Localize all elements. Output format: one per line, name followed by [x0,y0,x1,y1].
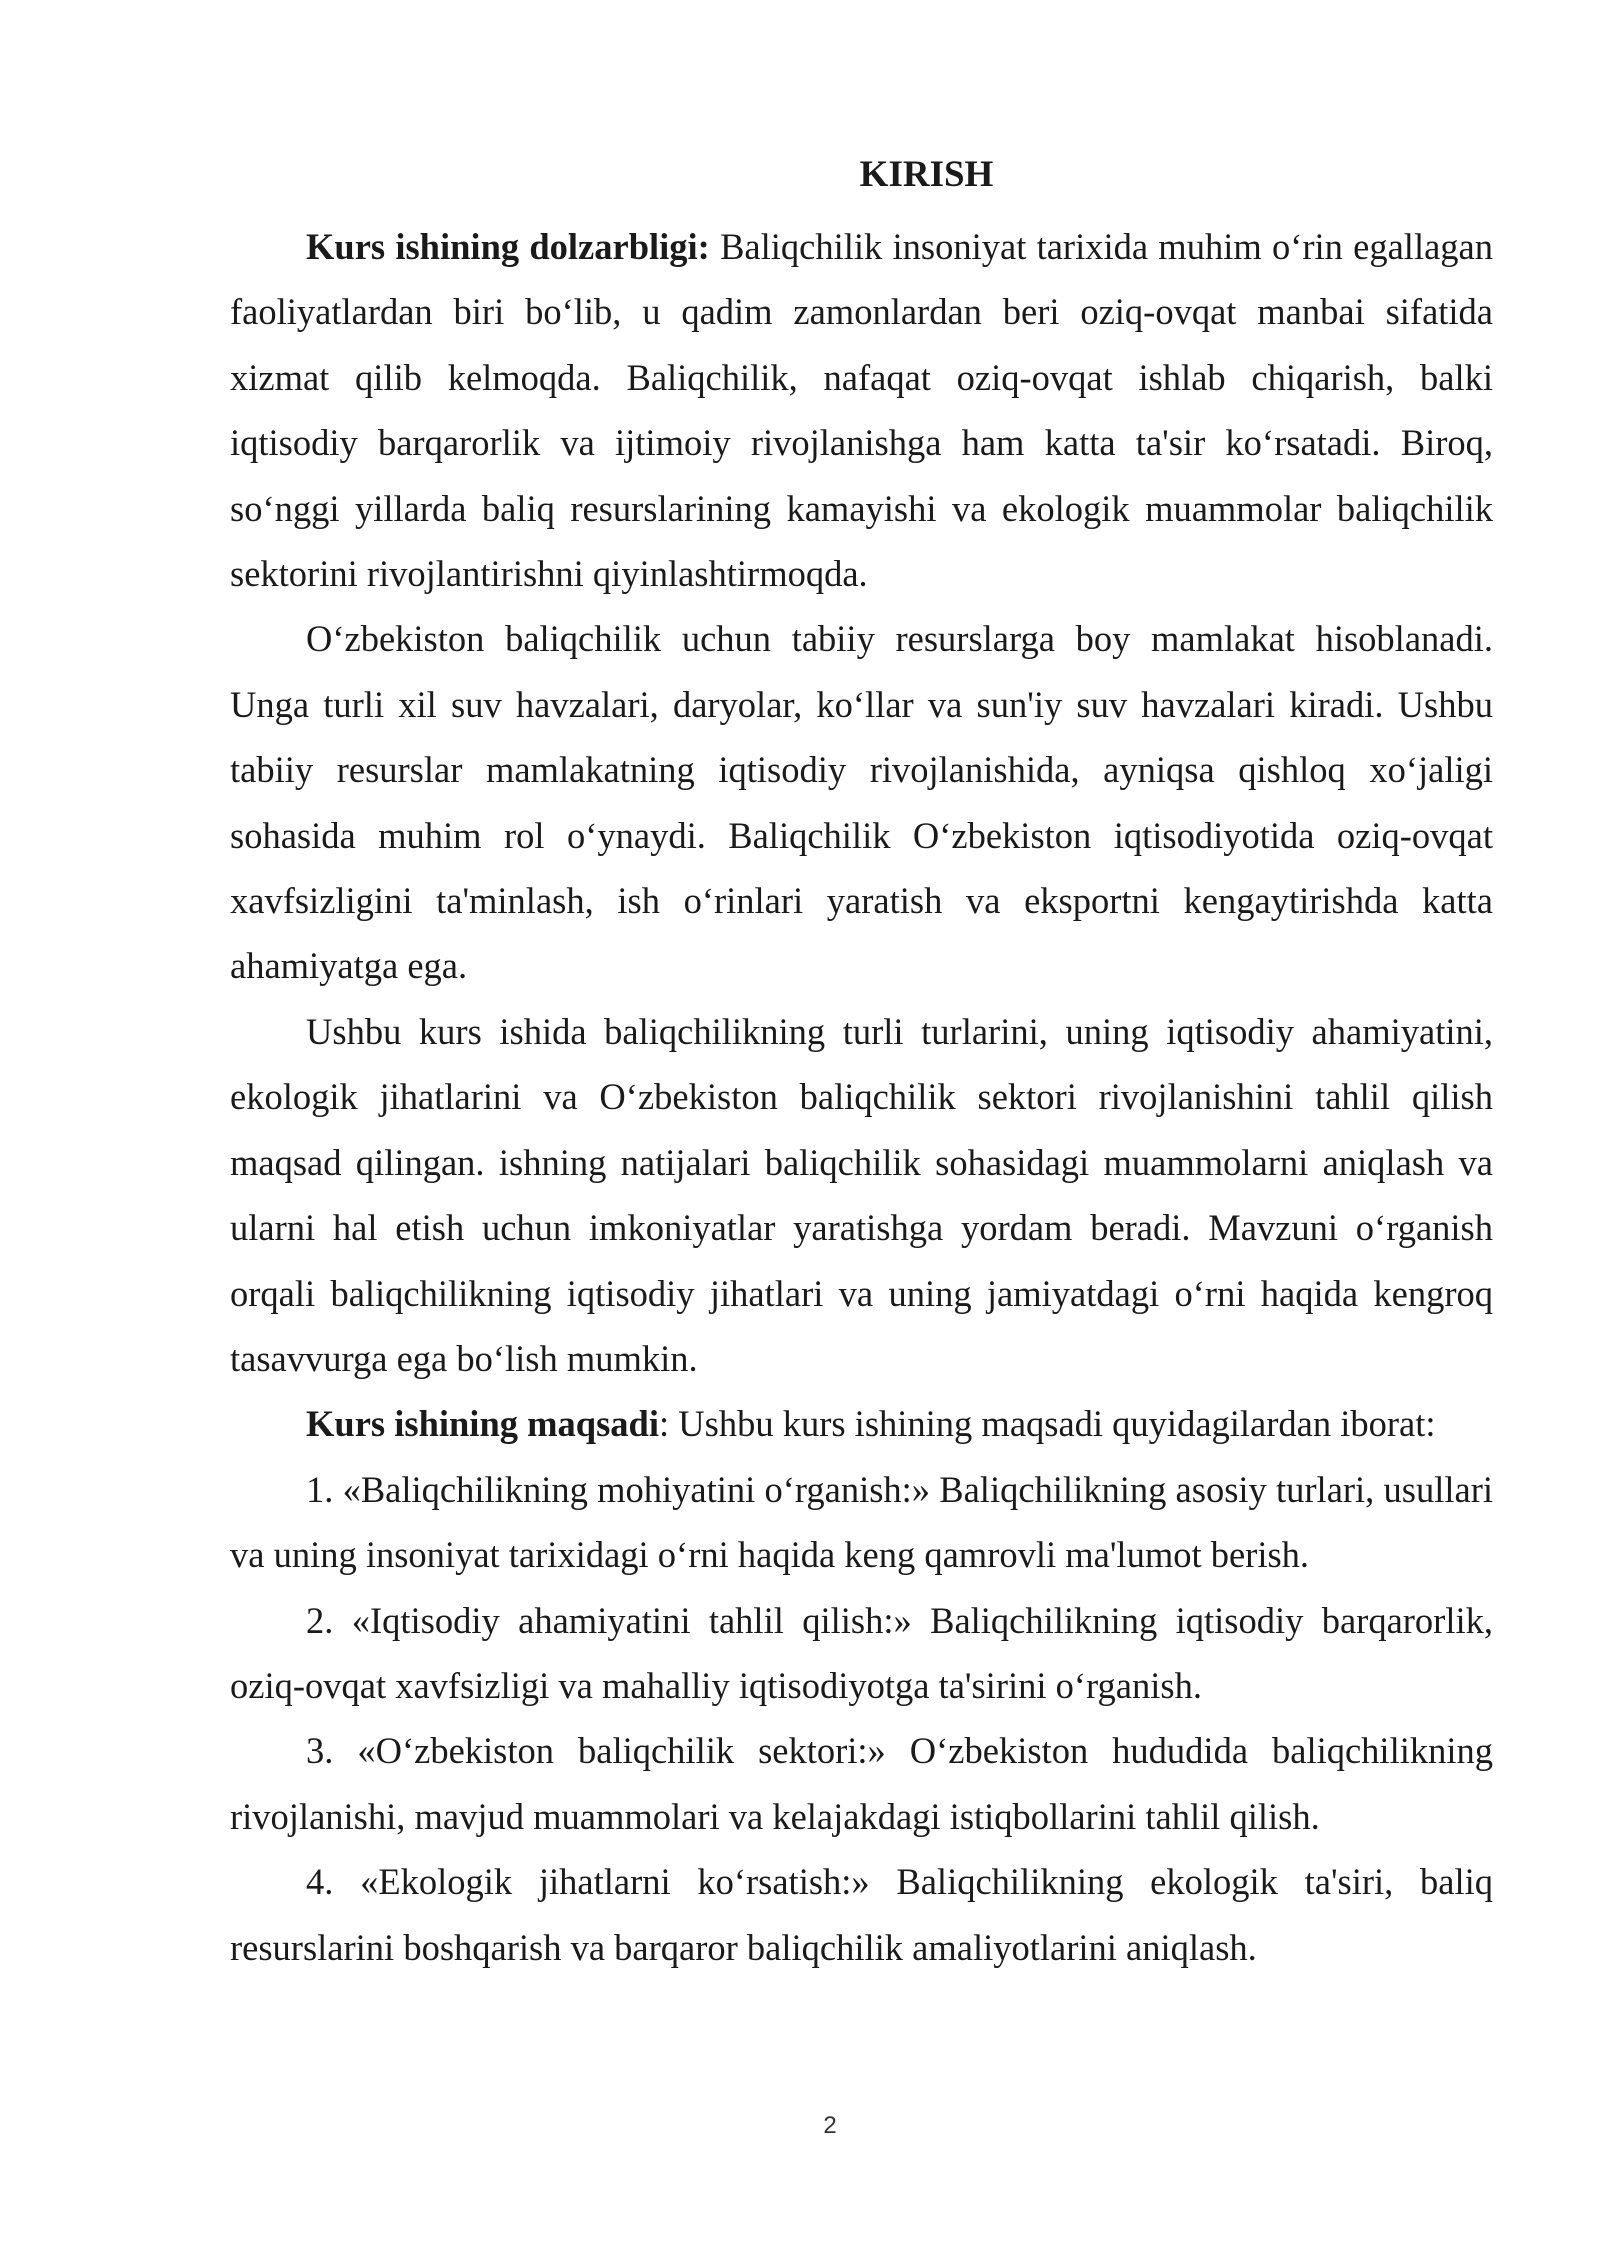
paragraph-lead: Kurs ishining dolzarbligi: [306,226,710,267]
paragraph-course-goal [230,1391,1493,1456]
page-title: KIRISH [859,154,994,195]
goal-item-1 [230,1457,1493,1588]
paragraph-text: Baliqchilik insoniyat tarixida muhim o‘rin egallagan faoliyatlardan biri bo‘lib, u qadim zamonlardan beri oziq-ovqat manbai sifatida xizmat qilib kelmoqda. Baliqchilik, nafaqat oziq-ovqat ishlab chiqarish, balki iqtisodiy barqarorlik va ijtimoiy rivojlanishga ham katta ta'sir ko‘rsatadi. Biroq, so‘nggi yillarda baliq resurslarining kamayishi va ekologik muammolar baliqchilik sektorini rivojlantirishni qiyinlashtirmoqda. [230,226,1493,595]
paragraph-text: : Ushbu kurs ishining maqsadi quyidagilardan iborat: [658,1403,1436,1445]
paragraph-text: 1. «Baliqchilikning mohiyatini o‘rganish:» Baliqchilikning asosiy turlari, usullari va uning insoniyat tarixidagi o‘rni haqida keng qamrovli ma'lumot berish. [230,1468,1493,1576]
paragraph-uzbekistan-resources [230,606,1493,998]
paragraph-text: 2. «Iqtisodiy ahamiyatini tahlil qilish:» Baliqchilikning iqtisodiy barqarorlik, oziq-ovqat xavfsizligi va mahalliy iqtisodiyotga ta'sirini o‘rganish. [230,1599,1493,1706]
document-page [230,150,1493,1980]
paragraph-text: O‘zbekiston baliqchilik uchun tabiiy resurslarga boy mamlakat hisoblanadi. Unga turli xil suv havzalari, daryolar, ko‘llar va sun'iy suv havzalari kiradi. Ushbu tabiiy resurslar mamlakatning iqtisodiy rivojlanishida, ayniqsa qishloq xo‘jaligi sohasida muhim rol o‘ynaydi. Baliqchilik O‘zbekiston iqtisodiyotida oziq-ovqat xavfsizligini ta'minlash, ish o‘rinlari yaratish va eksportni kengaytirishda katta ahamiyatga ega. [230,618,1493,987]
goal-item-2 [230,1588,1493,1719]
paragraph-lead: Kurs ishining maqsadi [306,1403,659,1445]
paragraph-text: 3. «O‘zbekiston baliqchilik sektori:» O‘zbekiston hududida baliqchilikning rivojlanishi, mavjud muammolari va kelajakdagi istiqbollarini tahlil qilish. [230,1730,1493,1837]
page-number: 2 [823,2112,837,2139]
paragraph-relevance [230,214,1493,606]
paragraph-text: Ushbu kurs ishida baliqchilikning turli turlarini, uning iqtisodiy ahamiyatini, ekologik jihatlarini va O‘zbekiston baliqchilik sektori rivojlanishini tahlil qilish maqsad qilingan. ishning natijalari baliqchilik sohasidagi muammolarni aniqlash va ularni hal etish uchun imkoniyatlar yaratishga yordam beradi. Mavzuni o‘rganish orqali baliqchilikning iqtisodiy jihatlari va uning jamiyatdagi o‘rni haqida kengroq tasavvurga ega bo‘lish mumkin. [230,1010,1493,1379]
paragraph-text: 4. «Ekologik jihatlarni ko‘rsatish:» Baliqchilikning ekologik ta'siri, baliq resurslarini boshqarish va barqaror baliqchilik amaliyotlarini aniqlash. [230,1861,1493,1968]
paragraph-course-scope [230,999,1493,1391]
goal-item-3 [230,1718,1493,1849]
goal-item-4 [230,1849,1493,1980]
